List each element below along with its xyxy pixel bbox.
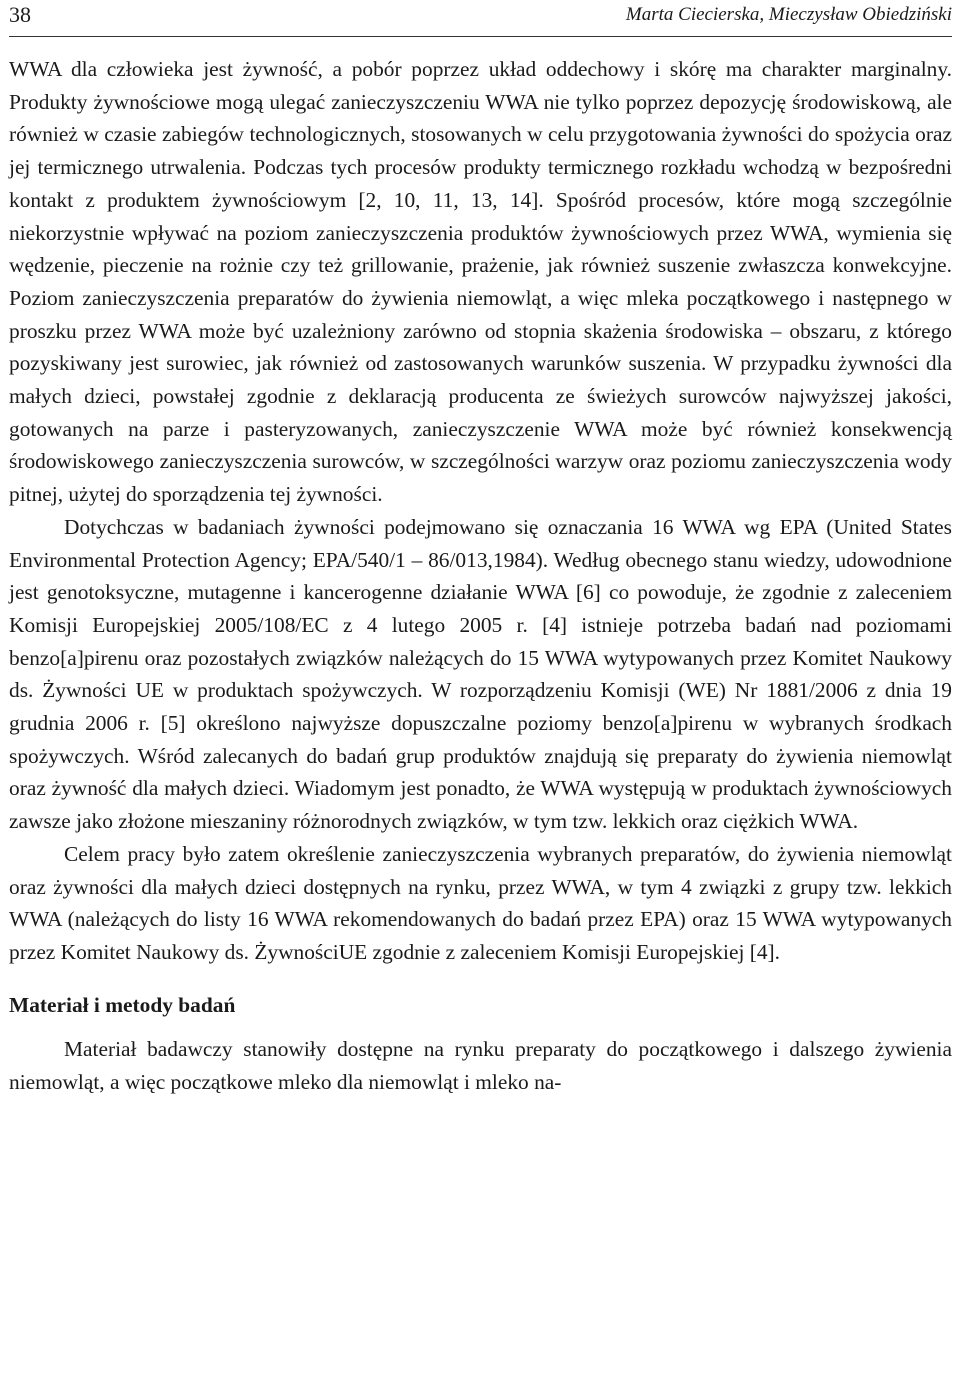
- body-text: [9, 53, 952, 1099]
- running-header: [9, 0, 952, 34]
- page-number: 38: [9, 2, 31, 27]
- paragraph-2: Dotychczas w badaniach żywności podejmowano się oznaczania 16 WWA wg EPA (United States Environmental Protection Agency; EPA/540/1 – 86/013,1984). Według obecnego stanu wiedzy, udowodnione jest genotoksyczne, mutagenne i kancerogenne działanie WWA [6] co powoduje, że zgodnie z zaleceniem Komisji Europejskiej 2005/108/EC z 4 lutego 2005 r. [4] istnieje potrzeba badań nad poziomami benzo[a]pirenu oraz pozostałych związków należących do 15 WWA wytypowanych przez Komitet Naukowy ds. Żywności UE w produktach spożywczych. W rozporządzeniu Komisji (WE) Nr 1881/2006 z dnia 19 grudnia 2006 r. [5] określono najwyższe dopuszczalne poziomy benzo[a]pirenu w wybranych środkach spożywczych. Wśród zalecanych do badań grup produktów znajdują się preparaty do żywienia niemowląt oraz żywność dla małych dzieci. Wiadomym jest ponadto, że WWA występują w produktach żywnościowych zawsze jako złożone mieszaniny różnorodnych związków, w tym tzw. lekkich oraz ciężkich WWA.: [9, 514, 952, 834]
- paragraph-4: Materiał badawczy stanowiły dostępne na rynku preparaty do początkowego i dalszego żywienia niemowląt, a więc początkowe mleko dla niemowląt i mleko na-: [9, 1037, 952, 1095]
- header-rule: [9, 36, 952, 37]
- running-authors: Marta Ciecierska, Mieczysław Obiedziński: [625, 4, 952, 25]
- section-heading: Materiał i metody badań: [9, 992, 236, 1017]
- paragraph-3: Celem pracy było zatem określenie zanieczyszczenia wybranych preparatów, do żywienia niemowląt oraz żywności dla małych dzieci dostępnych na rynku, przez WWA, w tym 4 związki z grupy tzw. lekkich WWA (należących do listy 16 WWA rekomendowanych do badań przez EPA) oraz 15 WWA wytypowanych przez Komitet Naukowy ds. ŻywnościUE zgodnie z zaleceniem Komisji Europejskiej [4].: [9, 841, 952, 964]
- paragraph-1: WWA dla człowieka jest żywność, a pobór poprzez układ oddechowy i skórę ma charakter marginalny. Produkty żywnościowe mogą ulegać zanieczyszczeniu WWA nie tylko poprzez depozycję środowiskową, ale również w czasie zabiegów technologicznych, stosowanych w celu przygotowania żywności do spożycia oraz jej termicznego utrwalenia. Podczas tych procesów produkty termicznego rozkładu wchodzą w bezpośredni kontakt z produktem żywnościowym [2, 10, 11, 13, 14]. Spośród procesów, które mogą szczególnie niekorzystnie wpływać na poziom zanieczyszczenia produktów żywnościowych przez WWA, wymienia się wędzenie, pieczenie na rożnie czy też grillowanie, prażenie, jak również suszenie zwłaszcza konwekcyjne. Poziom zanieczyszczenia preparatów do żywienia niemowląt, a więc mleka początkowego i następnego w proszku przez WWA może być uzależniony zarówno od stopnia skażenia środowiska – obszaru, z którego pozyskiwany jest surowiec, jak również od zastosowanych warunków suszenia. W przypadku żywności dla małych dzieci, powstałej zgodnie z deklaracją producenta ze świeżych surowców najwyższej jakości, gotowanych na parze i pasteryzowanych, zanieczyszczenie WWA może być również konsekwencją środowiskowego zanieczyszczenia surowców, w szczególności warzyw oraz poziomu zanieczyszczenia wody pitnej, użytej do sporządzenia tej żywności.: [9, 57, 952, 507]
